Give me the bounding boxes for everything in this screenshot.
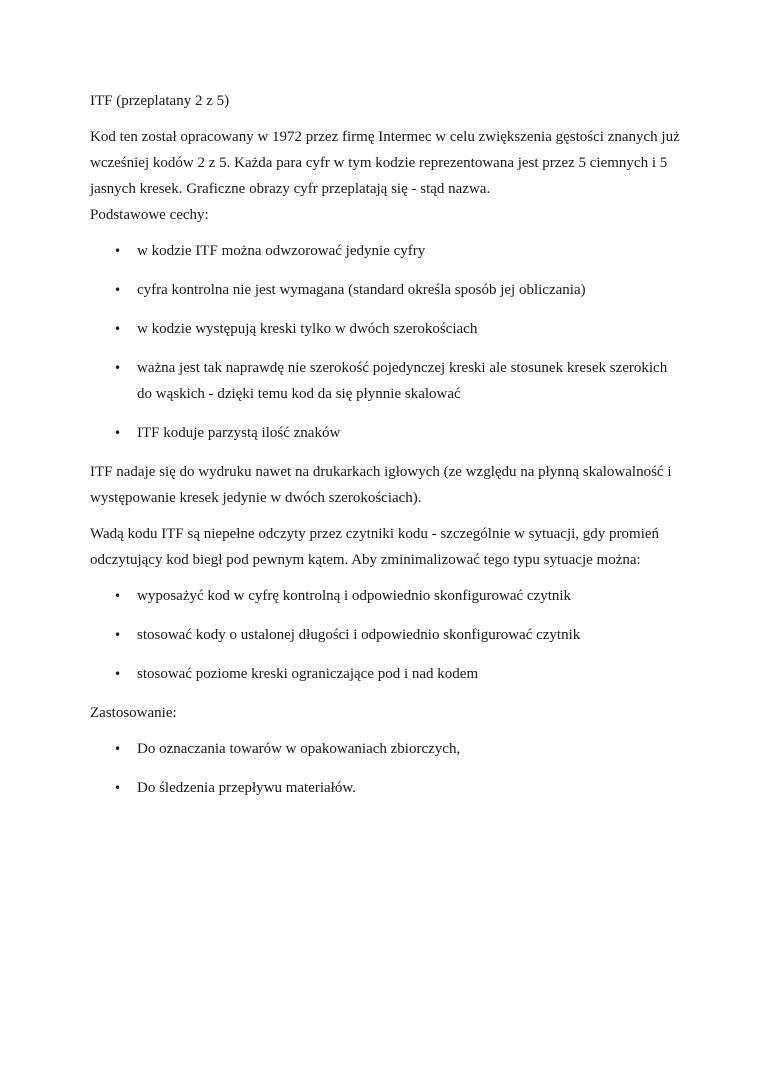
- list-item-text: Do śledzenia przepływu materiałów.: [137, 780, 356, 796]
- bullet-icon: •: [114, 589, 122, 603]
- list-item: [90, 622, 680, 648]
- intro-text: Kod ten został opracowany w 1972 przez firmę Intermec w celu zwiększenia gęstości znanych już wcześniej kodów 2 z 5. Każda para cyfr w tym kodzie reprezentowana jest przez 5 ciemnych i 5 jasnych kresek. Graficzne obrazy cyfr przeplatają się - stąd nazwa.: [90, 129, 680, 197]
- bullet-icon: •: [114, 742, 122, 756]
- list-item-text: ITF koduje parzystą ilość znaków: [137, 425, 341, 441]
- list-item: [90, 736, 680, 762]
- list-item: [90, 775, 680, 801]
- document-title: ITF (przeplatany 2 z 5): [90, 93, 230, 109]
- list-item-text: stosować kody o ustalonej długości i odpowiednio skonfigurować czytnik: [137, 627, 581, 643]
- features-list: [90, 238, 680, 446]
- list-item-text: cyfra kontrolna nie jest wymagana (standard określa sposób jej obliczania): [137, 282, 586, 298]
- list-item-text: w kodzie występują kreski tylko w dwóch szerokościach: [137, 321, 478, 337]
- bullet-icon: •: [114, 244, 122, 258]
- remedies-list: [90, 583, 680, 687]
- list-item-text: wyposażyć kod w cyfrę kontrolną i odpowiednio skonfigurować czytnik: [137, 588, 572, 604]
- features-label: Podstawowe cechy:: [90, 207, 209, 223]
- document-page: [90, 88, 680, 814]
- bullet-icon: •: [114, 426, 122, 440]
- bullet-icon: •: [114, 322, 122, 336]
- list-item: [90, 316, 680, 342]
- usage-list: [90, 736, 680, 801]
- bullet-icon: •: [114, 283, 122, 297]
- flaws-paragraph: Wadą kodu ITF są niepełne odczyty przez czytniki kodu - szczególnie w sytuacji, gdy promień odczytujący kod biegł pod pewnym kątem. Aby zminimalizować tego typu sytuacje można:: [90, 526, 660, 568]
- bullet-icon: •: [114, 361, 122, 375]
- bullet-icon: •: [114, 667, 122, 681]
- bullet-icon: •: [114, 781, 122, 795]
- printing-paragraph: ITF nadaje się do wydruku nawet na drukarkach igłowych (ze względu na płynną skalowalność i występowanie kresek jedynie w dwóch szerokościach).: [90, 464, 672, 506]
- list-item: [90, 238, 680, 264]
- list-item: [90, 355, 680, 407]
- usage-label: Zastosowanie:: [90, 705, 177, 721]
- list-item: [90, 277, 680, 303]
- list-item-text: ważna jest tak naprawdę nie szerokość pojedynczej kreski ale stosunek kresek szerokich do wąskich - dzięki temu kod da się płynnie skalować: [137, 360, 668, 402]
- list-item: [90, 583, 680, 609]
- list-item-text: w kodzie ITF można odwzorować jedynie cyfry: [137, 243, 426, 259]
- list-item: [90, 661, 680, 687]
- intro-paragraph: [90, 124, 680, 228]
- list-item: [90, 420, 680, 446]
- list-item-text: stosować poziome kreski ograniczające pod i nad kodem: [137, 666, 479, 682]
- bullet-icon: •: [114, 628, 122, 642]
- list-item-text: Do oznaczania towarów w opakowaniach zbiorczych,: [137, 741, 461, 757]
